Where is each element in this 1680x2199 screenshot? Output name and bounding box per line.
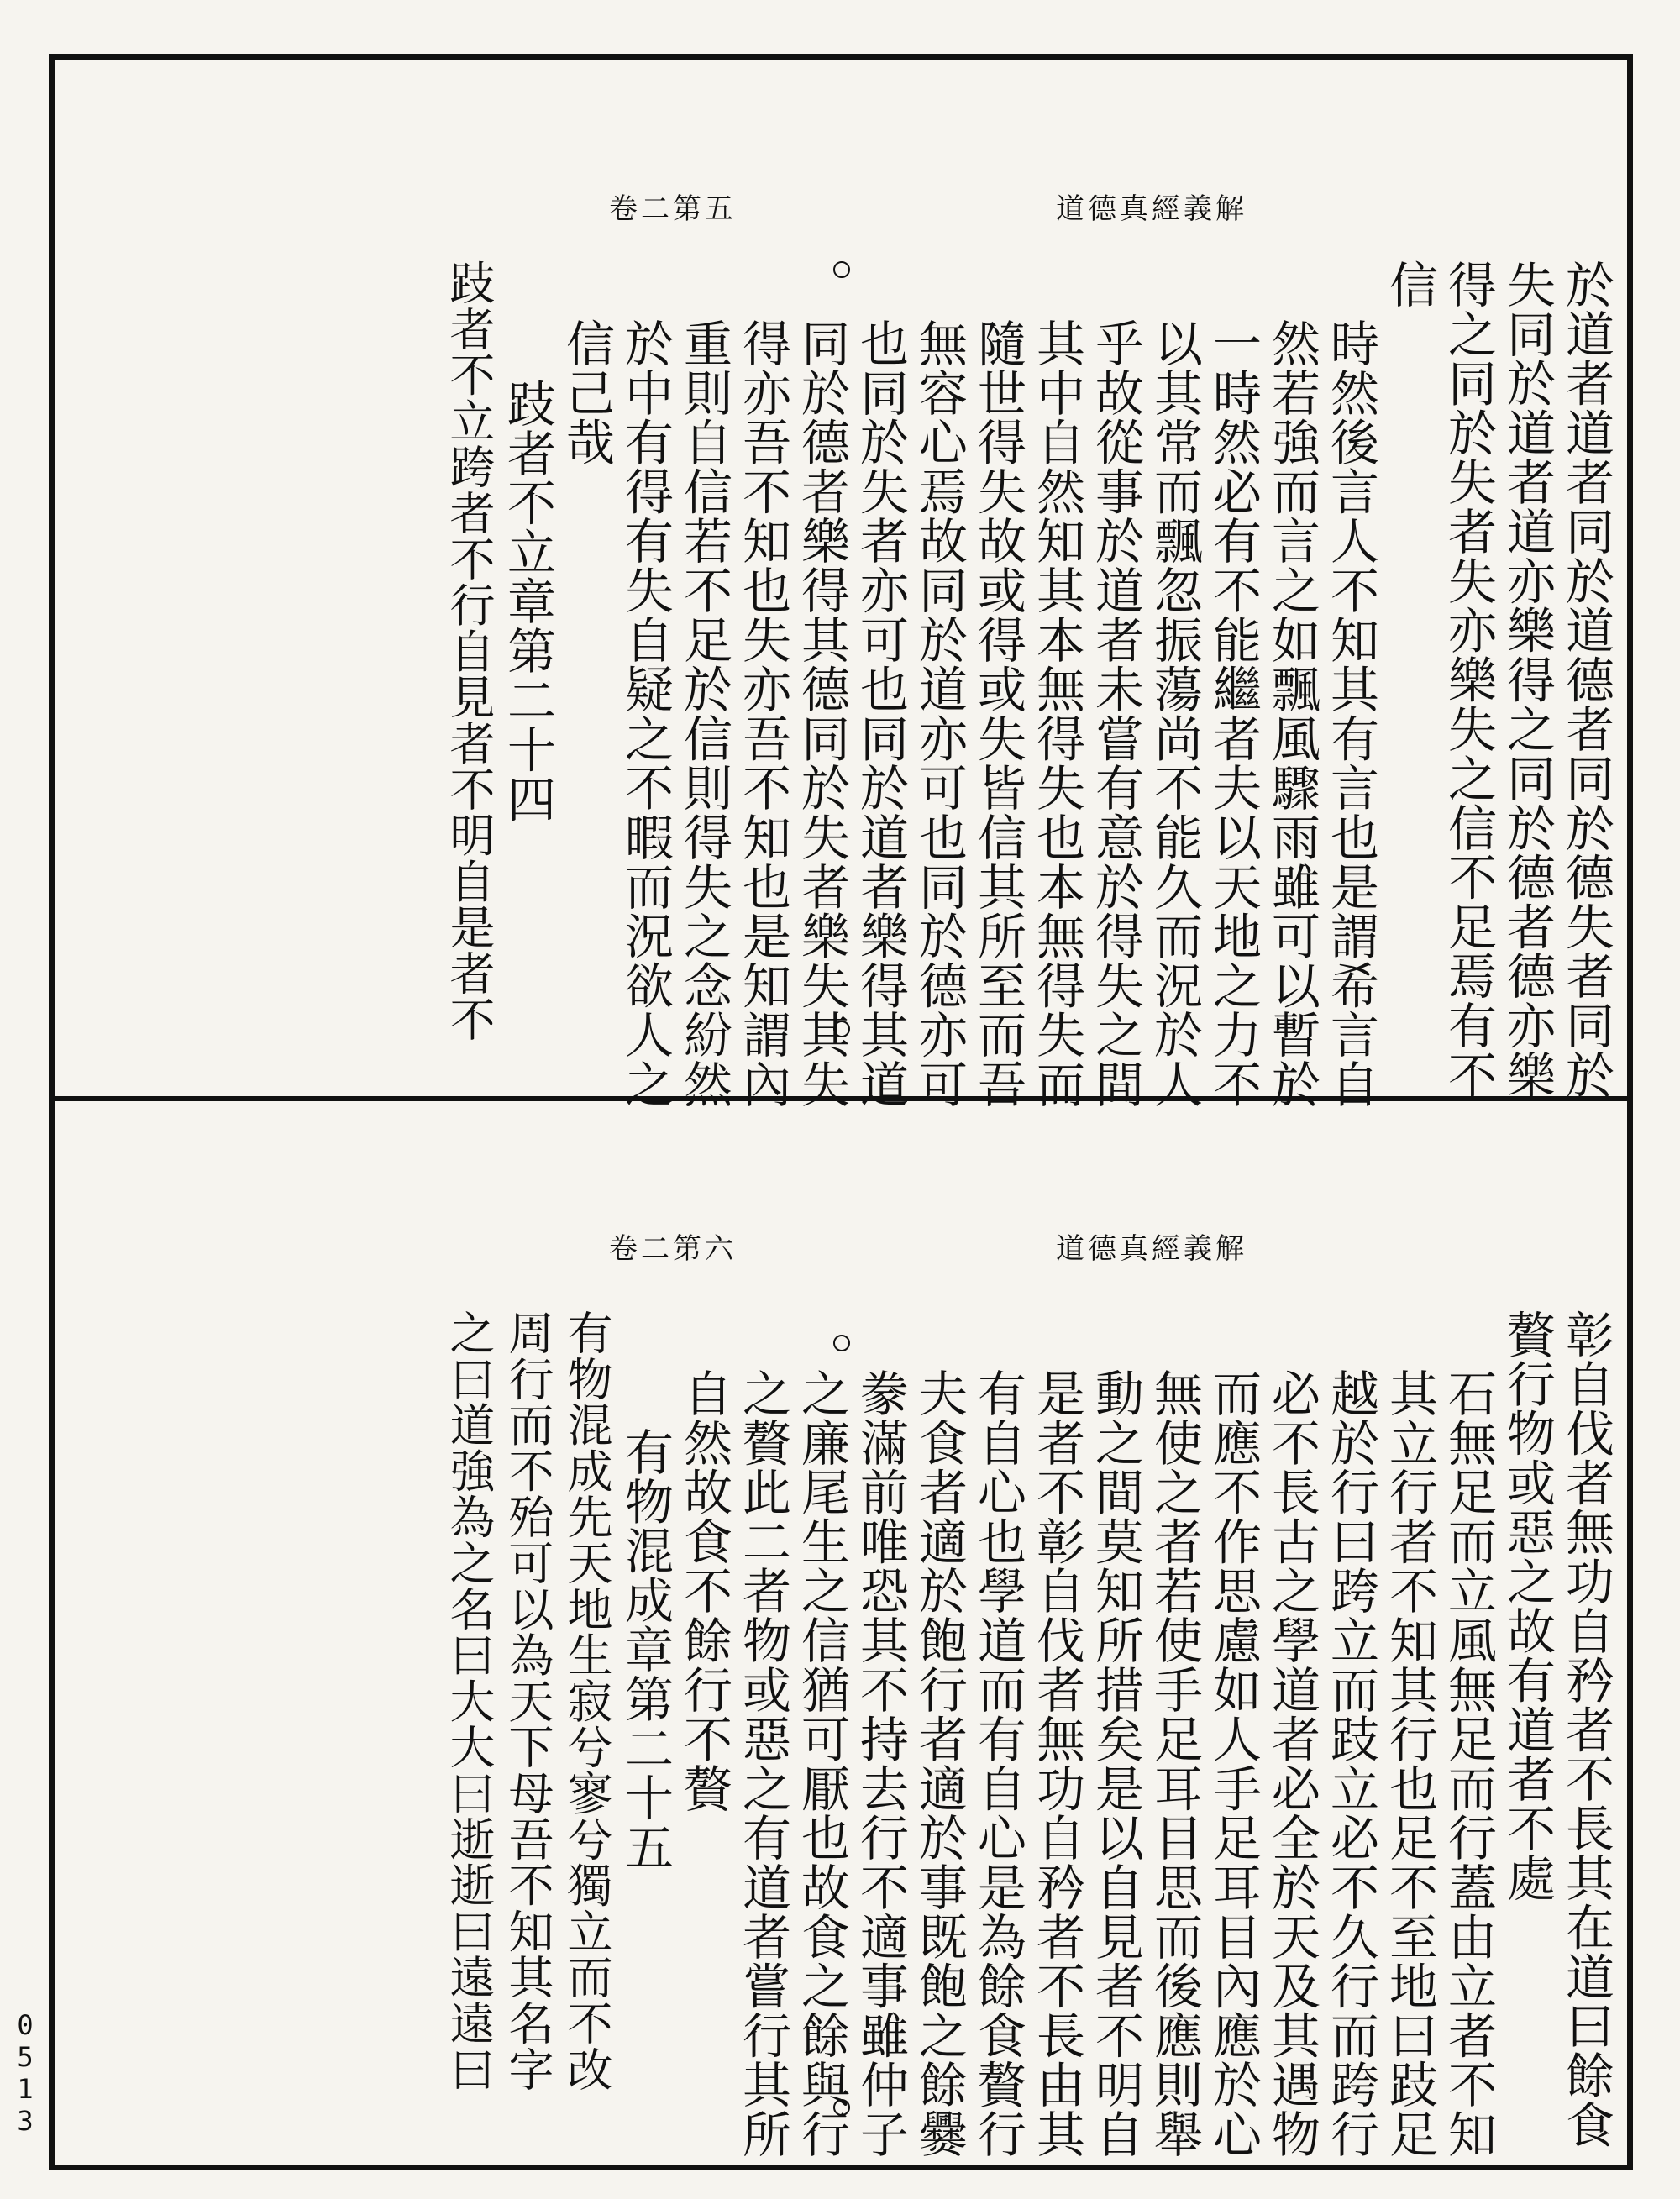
page-number: 0513	[9, 2009, 41, 2137]
top-col-8: 以其常而飄忽振蕩尚不能久而況於人	[1146, 318, 1203, 1109]
top-col-4: 信	[1381, 260, 1438, 309]
circle-marker	[833, 261, 850, 278]
top-col-11: 隨世得失故或得或失皆信其所至而吾	[969, 318, 1026, 1109]
top-col-2: 失同於道者道亦樂得之同於德者德亦樂	[1499, 260, 1556, 1100]
circle-marker	[833, 1335, 850, 1351]
top-chapter-heading: 跂者不立章第二十四	[499, 379, 556, 824]
top-col-17: 於中有得有失自疑之不暇而況欲人之	[617, 318, 674, 1109]
bottom-col-10: 是者不彰自伐者無功自矜者不長由其	[1028, 1368, 1085, 2159]
bottom-col-9: 動之間莫知所措矣是以自見者不明自	[1087, 1368, 1144, 2159]
bottom-running-header	[609, 1225, 1247, 1267]
bottom-header-title: 道德真經義解	[1056, 1232, 1247, 1266]
top-col-16: 重則自信若不足於信則得失之念紛然	[675, 318, 732, 1109]
bottom-col-13: 豢滿前唯恐其不持去行不適事雖仲子	[852, 1368, 909, 2159]
bottom-col-5: 越於行曰跨立而跂立必不久行而跨行	[1322, 1368, 1379, 2159]
bottom-col-19: 周行而不殆可以為天下母吾不知其名字	[501, 1309, 554, 2092]
top-header-title: 道德真經義解	[1056, 192, 1247, 226]
bottom-col-7: 而應不作思慮如人手足耳目內應於心	[1205, 1368, 1262, 2159]
top-running-header	[609, 186, 1247, 227]
top-col-5: 時然後言人不知其有言也是謂希言自	[1322, 318, 1379, 1109]
bottom-col-18: 有物混成先天地生寂兮寥兮獨立而不改	[560, 1309, 613, 2092]
bottom-col-3: 石無足而立風無足而行蓋由立者不知	[1440, 1368, 1497, 2159]
top-col-9: 乎故從事於道者未嘗有意於得失之間	[1087, 318, 1144, 1109]
top-col-6: 然若強而言之如飄風驟雨雖可以暫於	[1263, 318, 1320, 1109]
bottom-col-11: 有自心也學道而有自心是為餘食贅行	[969, 1368, 1026, 2159]
top-col-18: 信己哉	[558, 318, 615, 467]
top-col-7: 一時然必有不能繼者夫以天地之力不	[1205, 318, 1262, 1109]
bottom-col-8: 無使之者若使手足耳目思而後應則舉	[1146, 1368, 1203, 2159]
top-col-15: 得亦吾不知也失亦吾不知也是知謂內	[734, 318, 791, 1109]
bottom-col-16: 自然故食不餘行不贅	[675, 1368, 732, 1813]
bottom-panel	[55, 1101, 1627, 2165]
bottom-chapter-heading: 有物混成章第二十五	[617, 1427, 674, 1872]
top-col-14: 同於德者樂得其德同於失者樂失其失	[793, 318, 850, 1109]
top-col-20: 跂者不立跨者不行自見者不明自是者不	[443, 260, 496, 1042]
page-frame	[49, 54, 1633, 2170]
top-col-13: 也同於失者亦可也同於道者樂得其道	[852, 318, 909, 1109]
top-panel	[55, 60, 1627, 1109]
top-col-10: 其中自然知其本無得失也本無得失而	[1028, 318, 1085, 1109]
bottom-col-15: 之贅此二者物或惡之有道者嘗行其所	[734, 1368, 791, 2159]
top-col-12: 無容心焉故同於道亦可也同於德亦可	[911, 318, 968, 1109]
bottom-col-14: 之廉尾生之信猶可厭也故食之餘與行	[793, 1368, 850, 2159]
top-col-1: 於道者道者同於道德者同於德失者同於	[1557, 260, 1614, 1100]
bottom-header-volume: 卷二第六	[609, 1232, 737, 1266]
bottom-col-6: 必不長古之學道者必全於天及其遇物	[1263, 1368, 1320, 2159]
bottom-col-1: 彰自伐者無功自矜者不長其在道曰餘食	[1557, 1309, 1614, 2149]
bottom-col-12: 夫食者適於飽行者適於事既飽之餘爨	[911, 1368, 968, 2159]
bottom-col-2: 贅行物或惡之故有道者不處	[1499, 1309, 1556, 1902]
top-col-3: 得之同於失者失亦樂失之信不足焉有不	[1440, 260, 1497, 1100]
bottom-col-4: 其立行者不知其行也足不至地曰跂足	[1381, 1368, 1438, 2159]
bottom-col-20: 之曰道強為之名曰大大曰逝逝曰遠遠曰	[443, 1309, 496, 2092]
top-header-volume: 卷二第五	[609, 192, 737, 226]
